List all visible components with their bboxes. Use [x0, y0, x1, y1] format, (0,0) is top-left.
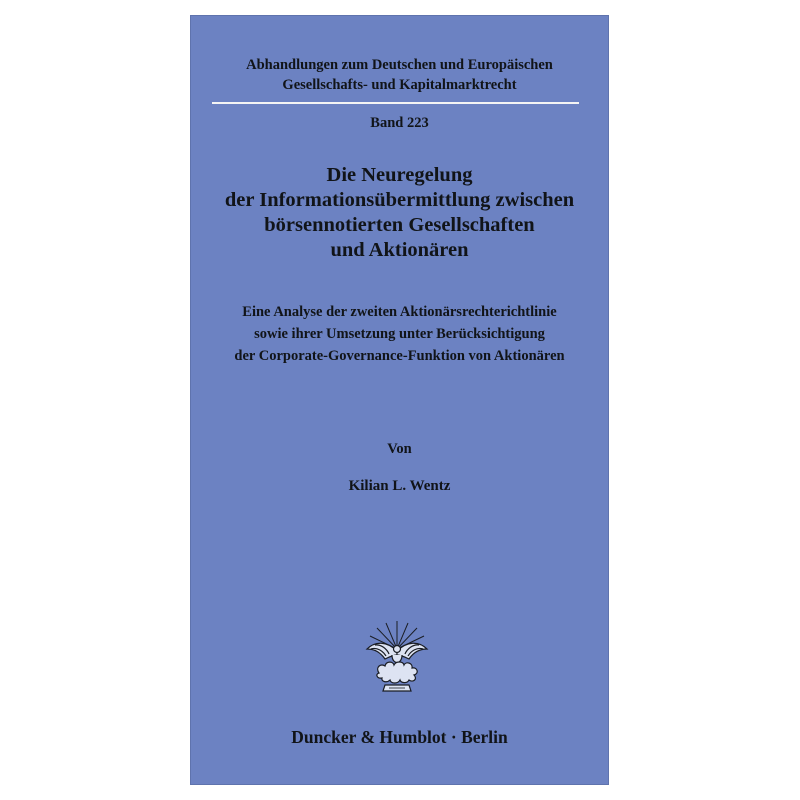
subtitle-line-3: der Corporate-Governance-Funktion von Aktionären	[234, 348, 565, 364]
byline-von: Von	[387, 441, 412, 457]
series-divider	[212, 102, 579, 104]
book-cover	[190, 15, 609, 785]
subtitle-line-1: Eine Analyse der zweiten Aktionärsrechterichtlinie	[242, 304, 557, 320]
series-title-line-2: Gesellschafts- und Kapitalmarktrecht	[282, 77, 517, 93]
title-line-3: börsennotierten Gesellschaften	[264, 214, 535, 236]
author-name: Kilian L. Wentz	[348, 478, 451, 494]
title-line-1: Die Neuregelung	[326, 164, 473, 186]
series-title-line-1: Abhandlungen zum Deutschen und Europäischen	[246, 57, 553, 73]
title-line-4: und Aktionären	[330, 239, 469, 261]
eagle-emblem-icon	[361, 619, 433, 699]
book-title	[190, 163, 609, 263]
book-subtitle	[190, 301, 609, 367]
subtitle-line-2: sowie ihrer Umsetzung unter Berücksichtigung	[254, 326, 545, 342]
title-line-2: der Informationsübermittlung zwischen	[224, 189, 575, 211]
publisher-imprint: Duncker & Humblot · Berlin	[291, 727, 508, 747]
volume-number: Band 223	[370, 115, 429, 131]
series-title	[190, 55, 609, 95]
